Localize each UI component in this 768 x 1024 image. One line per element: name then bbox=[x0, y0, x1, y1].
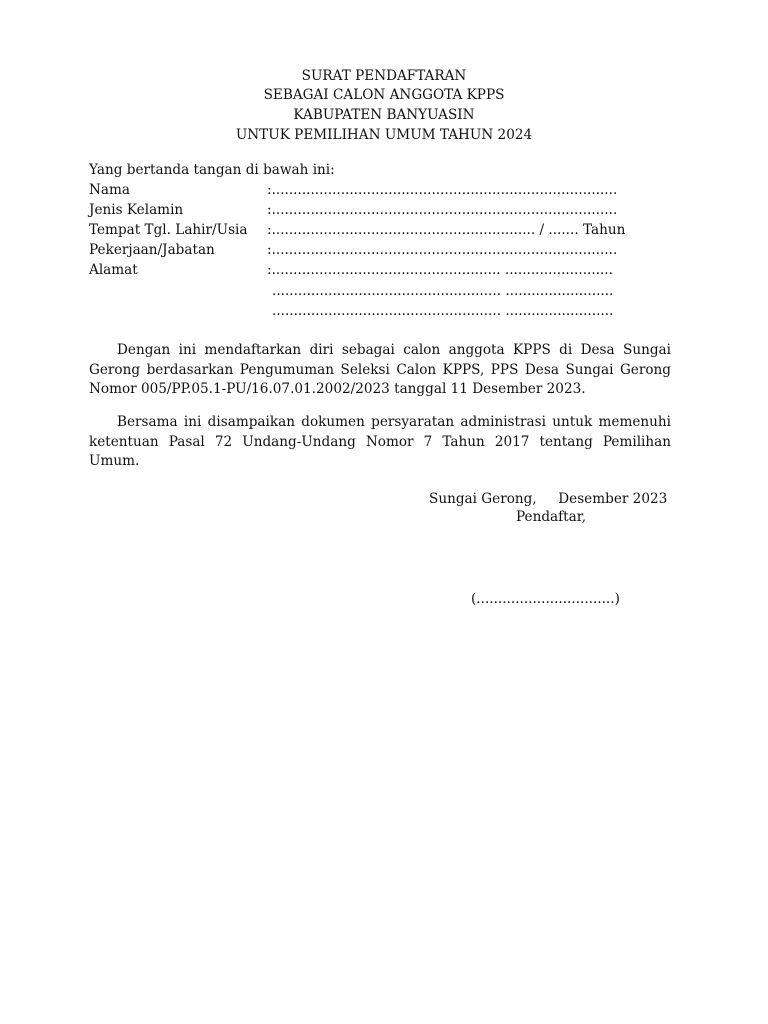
paragraph-documents bbox=[89, 413, 671, 472]
signature-place-date: Sungai Gerong, Desember 2023 bbox=[429, 491, 668, 507]
field-value-nama: :................................................................................ bbox=[267, 182, 618, 198]
field-value-jenis-kelamin: :................................................................................ bbox=[267, 202, 618, 218]
address-line-3: ..................................................... ......................... bbox=[272, 303, 614, 319]
field-value-pekerjaan: :................................................................................ bbox=[267, 242, 618, 258]
field-label-tempat-tgl-lahir: Tempat Tgl. Lahir/Usia bbox=[89, 222, 248, 238]
field-label-pekerjaan: Pekerjaan/Jabatan bbox=[89, 242, 215, 258]
heading-line-3: KABUPATEN BANYUASIN bbox=[293, 107, 475, 123]
heading-line-2: SEBAGAI CALON ANGGOTA KPPS bbox=[263, 87, 505, 103]
field-value-alamat: :..................................................... ......................... bbox=[267, 262, 613, 278]
address-line-2: ..................................................... ......................... bbox=[272, 283, 614, 299]
field-label-jenis-kelamin: Jenis Kelamin bbox=[89, 202, 184, 218]
signature-role: Pendaftar, bbox=[516, 509, 587, 525]
paragraph-documents-text: Bersama ini disampaikan dokumen persyaratan administrasi untuk memenuhi ketentuan Pasal 72 Undang-Undang Nomor 7 Tahun 2017 tentang Pemilihan Umum. bbox=[89, 414, 671, 469]
field-label-alamat: Alamat bbox=[89, 262, 138, 278]
paragraph-registration bbox=[89, 341, 671, 400]
intro-text: Yang bertanda tangan di bawah ini: bbox=[89, 162, 335, 178]
heading-line-4: UNTUK PEMILIHAN UMUM TAHUN 2024 bbox=[235, 127, 533, 143]
field-value-tempat-tgl-lahir: :............................................................. / ....... Tahun bbox=[267, 222, 626, 238]
heading-line-1: SURAT PENDAFTARAN bbox=[301, 68, 467, 84]
field-label-nama: Nama bbox=[89, 182, 130, 198]
paragraph-registration-text: Dengan ini mendaftarkan diri sebagai calon anggota KPPS di Desa Sungai Gerong berdasarkan Pengumuman Seleksi Calon KPPS, PPS Desa Sungai Gerong Nomor 005/PP.05.1-PU/16.07.01.2002/2023 tanggal 11 Desember 2023. bbox=[89, 342, 671, 397]
signature-name-placeholder: (................................) bbox=[471, 591, 620, 607]
